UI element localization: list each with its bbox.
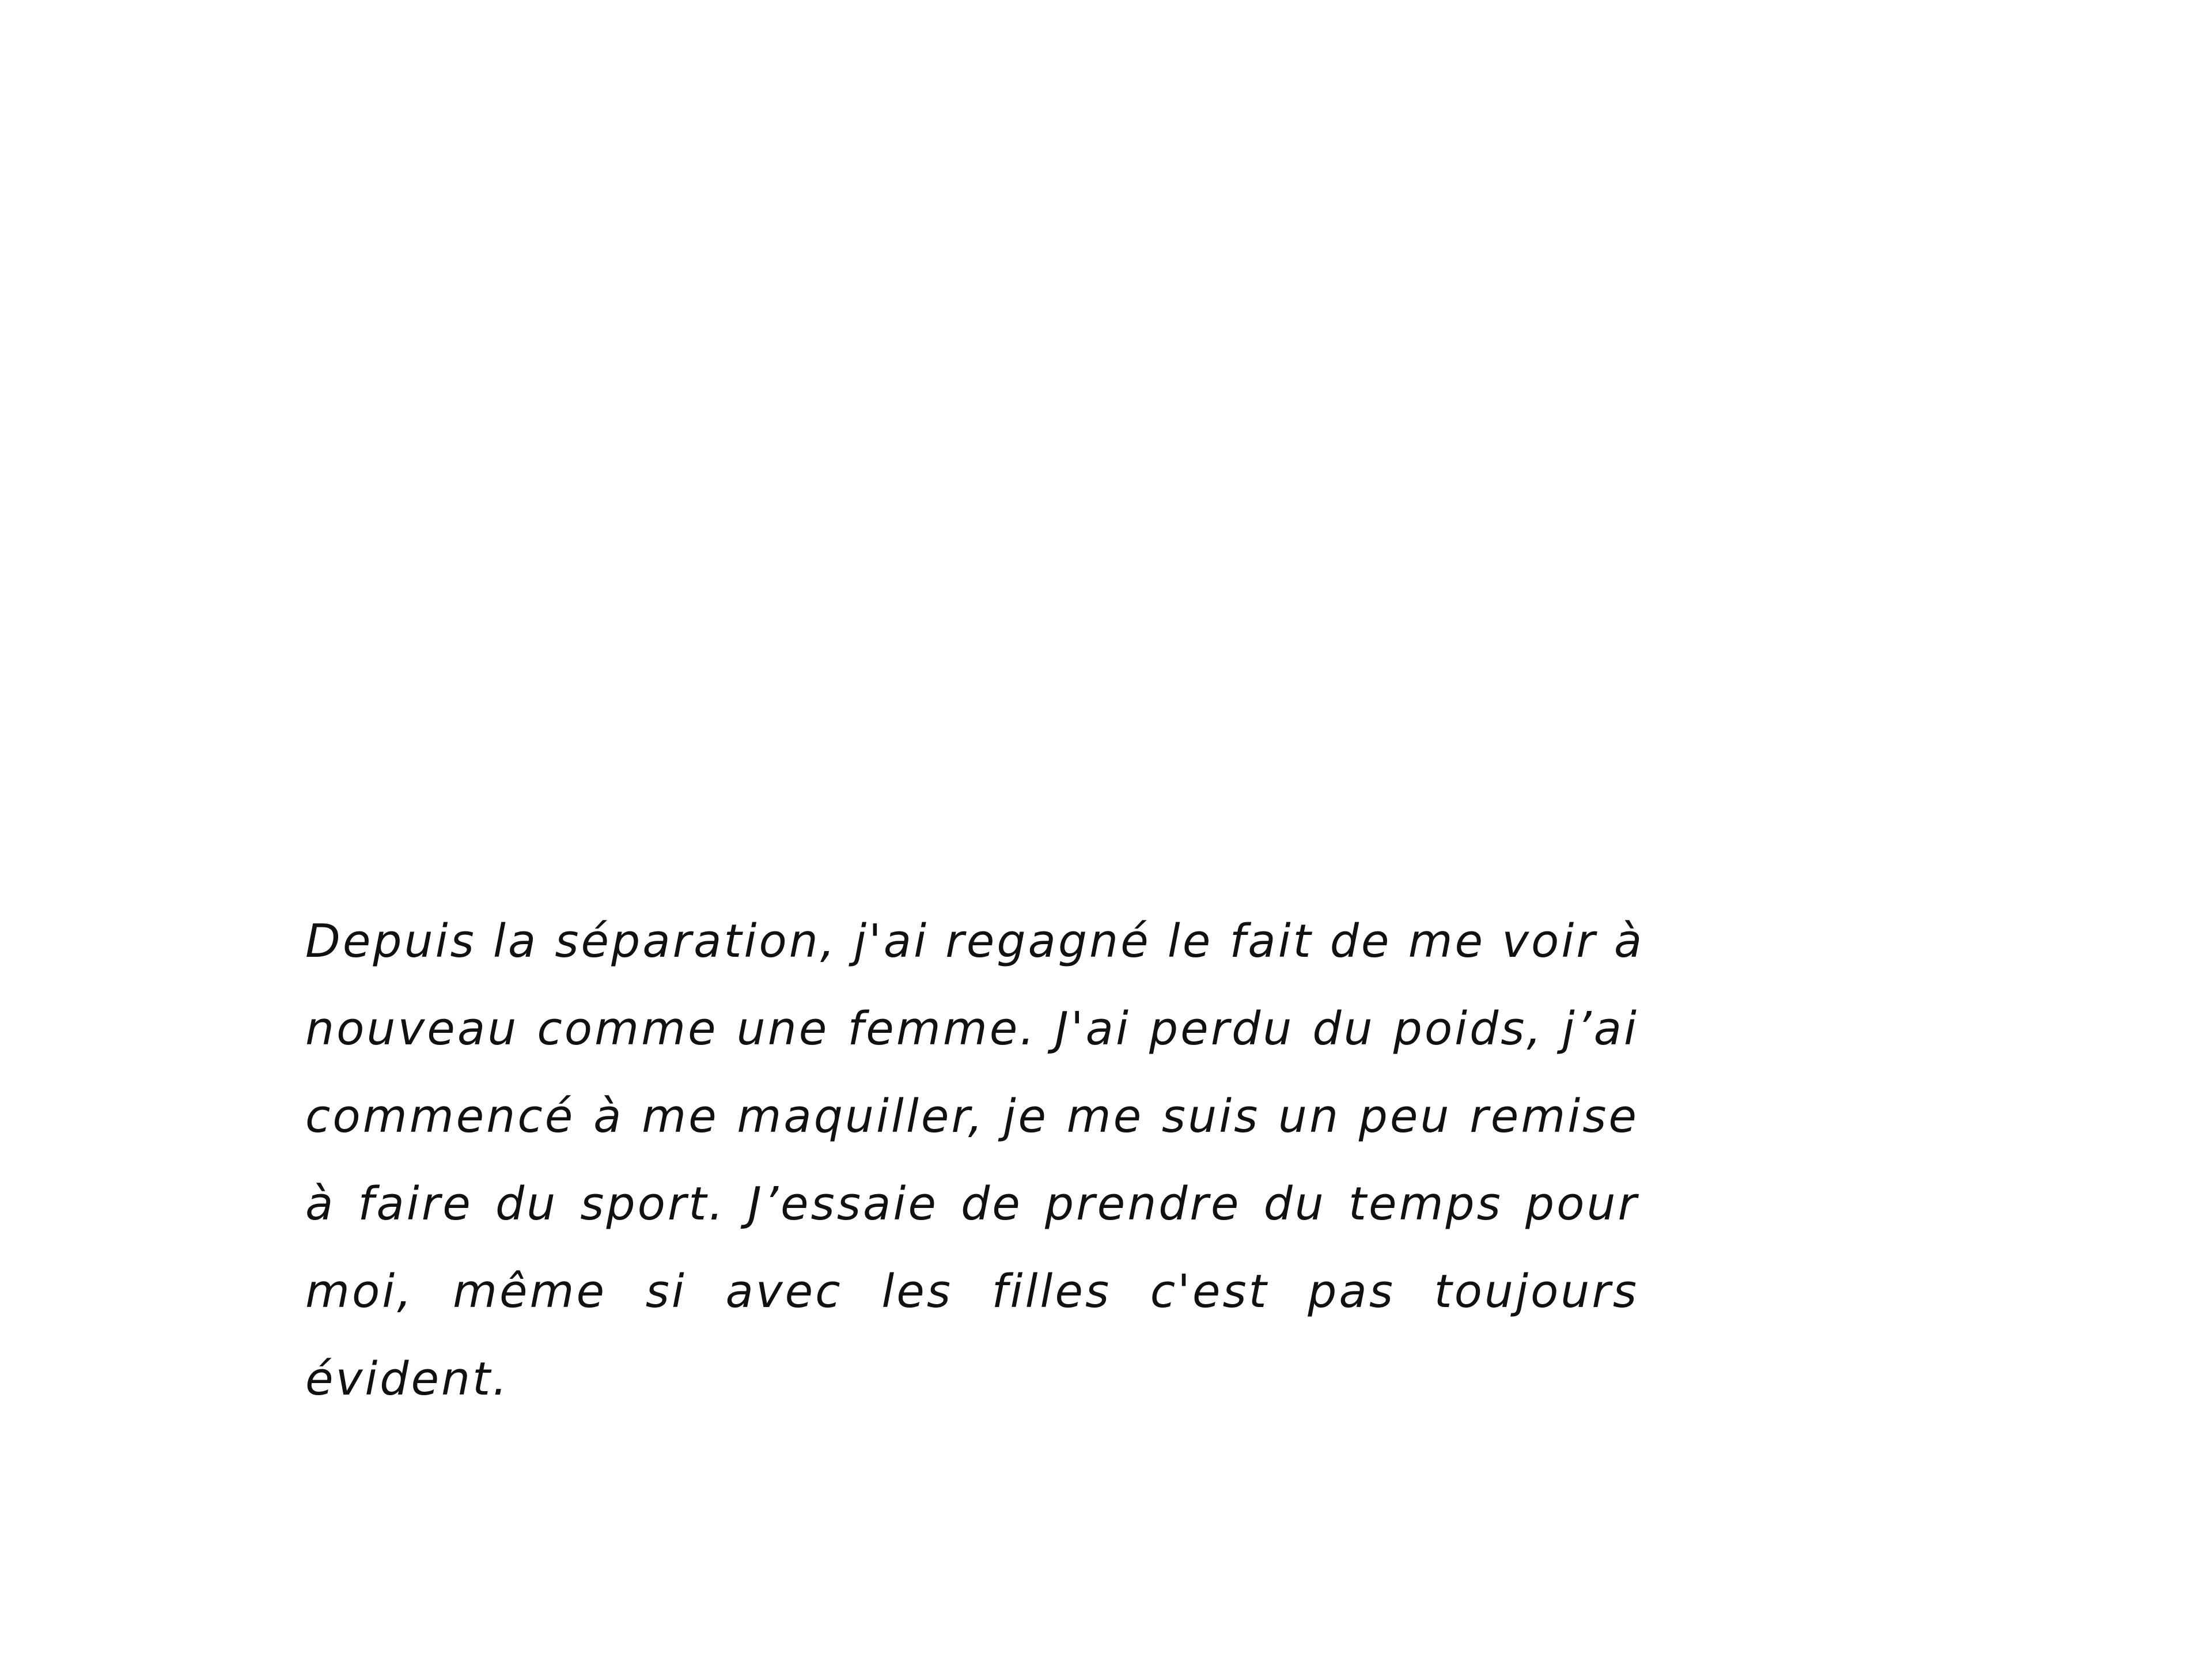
paragraph-line-3: commencé à me maquiller, je me suis un peu remise [305, 1090, 1639, 1143]
paragraph-line-5: moi, même si avec les filles c'est pas toujours [305, 1265, 1639, 1318]
quote-paragraph [305, 897, 1645, 1423]
paragraph-line-4: à faire du sport. J’essaie de prendre du temps pour [305, 1177, 1639, 1230]
paragraph-line-2: nouveau comme une femme. J'ai perdu du poids, j’ai [305, 1002, 1639, 1055]
paragraph-line-1: Depuis la séparation, j'ai regagné le fait de me voir à [305, 915, 1645, 968]
paragraph-line-6: évident. [305, 1353, 510, 1406]
